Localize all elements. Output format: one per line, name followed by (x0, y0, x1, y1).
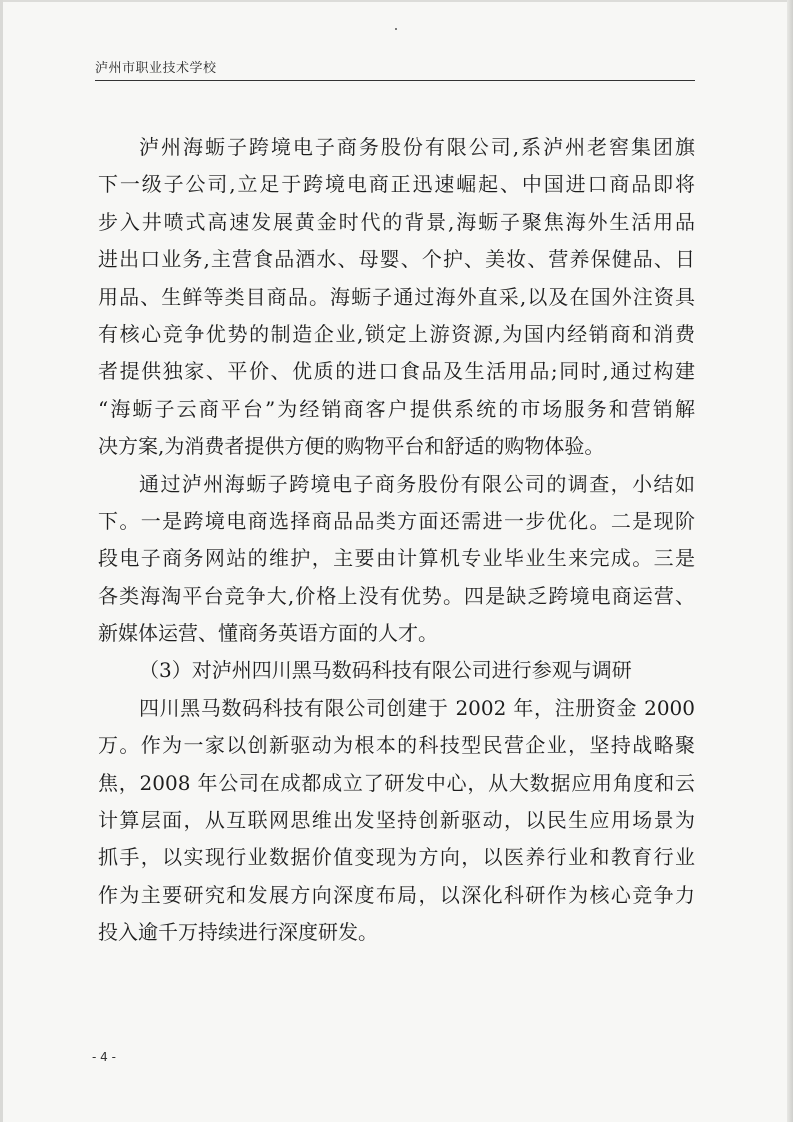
text-line: 计算层面，从互联网思维出发坚持创新驱动，以民生应用场景为 (98, 808, 695, 833)
text-line: 进出口业务,主营食品酒水、母婴、个护、美妆、营养保健品、日 (98, 247, 695, 272)
text-line: 抓手，以实现行业数据价值变现为方向，以医养行业和教育行业 (98, 845, 695, 870)
text-line: 作为主要研究和发展方向深度布局，以深化科研作为核心竞争力 (98, 882, 695, 907)
subheading-text: （3）对泸州四川黑马数码科技有限公司进行参观与调研 (139, 658, 632, 683)
text-line: 万。作为一家以创新驱动为根本的科技型民营企业，坚持战略聚 (98, 733, 695, 758)
text-line: 有核心竞争优势的制造企业,锁定上游资源,为国内经销商和消费 (98, 321, 695, 346)
text-line: 用品、生鲜等类目商品。海蛎子通过海外直采,以及在国外注资具 (98, 284, 695, 309)
paragraph-haolizi-intro (98, 129, 695, 466)
text-line: 步入井喷式高速发展黄金时代的背景,海蛎子聚焦海外生活用品 (98, 209, 695, 234)
text-line: 焦，2008 年公司在成都成立了研发中心，从大数据应用角度和云 (98, 770, 695, 795)
text-line: 各类海淘平台竞争大,价格上没有优势。四是缺乏跨境电商运营、 (98, 583, 695, 608)
text-line: 四川黑马数码科技有限公司创建于 2002 年，注册资金 2000 (139, 695, 695, 720)
document-body (98, 129, 695, 952)
page-header (95, 54, 695, 81)
page-edge-top (0, 0, 793, 2)
text-line: 下一级子公司,立足于跨境电商正迅速崛起、中国进口商品即将 (98, 172, 695, 197)
text-line: 通过泸州海蛎子跨境电子商务股份有限公司的调查，小结如 (139, 471, 695, 496)
text-line: 泸州海蛎子跨境电子商务股份有限公司,系泸州老窖集团旗 (139, 135, 695, 159)
paragraph-survey-summary (98, 466, 695, 653)
text-line: 投入逾千万持续进行深度研发。 (98, 920, 378, 945)
text-line: 段电子商务网站的维护，主要由计算机专业毕业生来完成。三是 (98, 546, 695, 571)
text-line: “海蛎子云商平台”为经销商客户提供系统的市场服务和营销解 (98, 396, 695, 421)
paragraph-heima-intro (98, 690, 695, 952)
scan-artifact (395, 28, 397, 30)
text-line: 新媒体运营、懂商务英语方面的人才。 (98, 621, 438, 646)
page-edge-right (787, 0, 793, 1122)
text-line: 下。一是跨境电商选择商品品类方面还需进一步优化。二是现阶 (98, 508, 695, 533)
page-edge-left (0, 0, 3, 1122)
section-subheading (98, 652, 695, 689)
text-line: 者提供独家、平价、优质的进口食品及生活用品;同时,通过构建 (98, 359, 695, 384)
text-line: 决方案,为消费者提供方便的购物平台和舒适的购物体验。 (98, 434, 605, 459)
page-number: - 4 - (92, 1050, 116, 1064)
header-school-name: 泸州市职业技术学校 (95, 61, 217, 76)
